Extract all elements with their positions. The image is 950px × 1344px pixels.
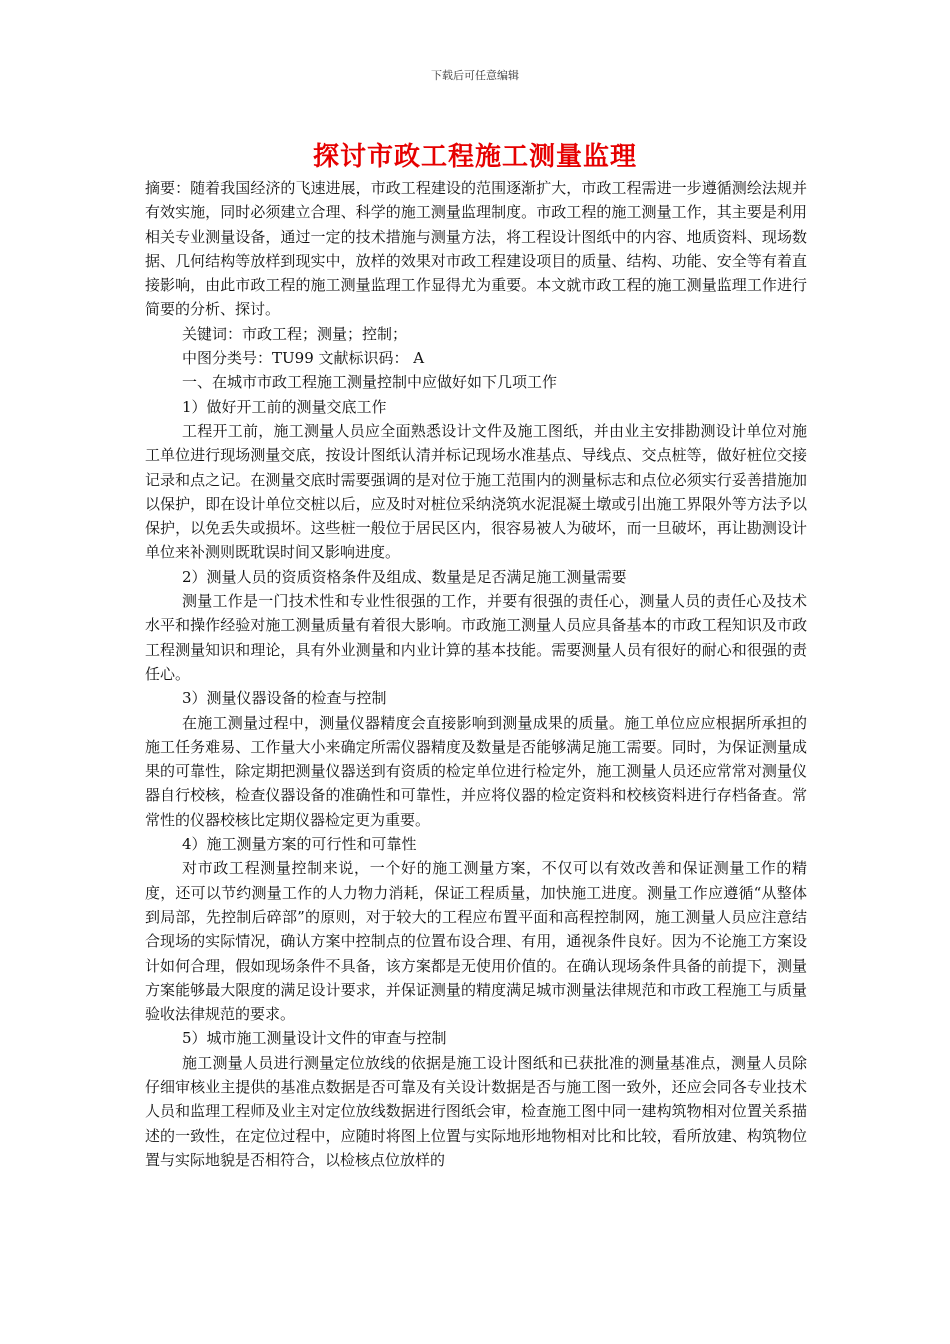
item-heading: 3）测量仪器设备的检查与控制: [182, 689, 387, 708]
header-note: 下载后可任意编辑: [431, 69, 519, 82]
item-paragraph: 对市政工程测量控制来说，一个好的施工测量方案，不仅可以有效改善和保证测量工作的精度，还可以节约测量工作的人力物力消耗，保证工程质量，加快施工进度。测量工作应遵循“从整体到局部，先控制后碎部”的原则，对于较大的工程应布置平面和高程控制网，施工测量人员应注意结合现场的实际情况，确认方案中控制点的位置布设合理、有用，通视条件良好。因为不论施工方案设计如何合理，假如现场条件不具备，该方案都是无使用价值的。在确认现场条件具备的前提下，测量方案能够最大限度的满足设计要求，并保证测量的精度满足城市测量法律规范和市政工程施工与质量验收法律规范的要求。: [145, 859, 807, 1024]
keywords-line: 关键词：市政工程；测量；控制；: [182, 324, 408, 343]
item-heading: 5）城市施工测量设计文件的审查与控制: [182, 1029, 447, 1048]
item-heading: 1）做好开工前的测量交底工作: [182, 397, 387, 416]
item-paragraph: 测量工作是一门技术性和专业性很强的工作，并要有很强的责任心，测量人员的责任心及技术水平和操作经验对施工测量质量有着很大影响。市政施工测量人员应具备基本的市政工程知识及市政工程测量知识和理论，具有外业测量和内业计算的基本技能。需要测量人员有很好的耐心和很强的责任心。: [145, 592, 807, 683]
item-heading: 4）施工测量方案的可行性和可靠性: [182, 835, 417, 854]
item-paragraph: 施工测量人员进行测量定位放线的依据是施工设计图纸和已获批准的测量基准点，测量人员除仔细审核业主提供的基准点数据是否可靠及有关设计数据是否与施工图一致外，还应会同各专业技术人员和监理工程师及业主对定位放线数据进行图纸会审，检查施工图中同一建构筑物相对位置关系描述的一致性，在定位过程中，应随时将图上位置与实际地形地物相对比和比较，看所放建、构筑物位置与实际地貌是否相符合，以检核点位放样的: [145, 1053, 807, 1169]
document-title: 探讨市政工程施工测量监理: [312, 142, 637, 172]
item-paragraph: 工程开工前，施工测量人员应全面熟悉设计文件及施工图纸，并由业主安排勘测设计单位对施工单位进行现场测量交底，按设计图纸认清并标记现场水准基点、导线点、交点桩等，做好桩位交接记录和点之记。在测量交底时需要强调的是对位于施工范围内的测量标志和点位必须实行妥善措施加以保护，即在设计单位交桩以后，应及时对桩位采纳浇筑水泥混凝土墩或引出施工界限外等方法予以保护，以免丢失或损坏。这些桩一般位于居民区内，很容易被人为破坏，而一旦破坏，再让勘测设计单位来补测则既耽误时间又影响进度。: [145, 421, 807, 562]
classification-line: 中图分类号：TU99 文献标识码： A: [182, 349, 425, 368]
abstract-paragraph: 摘要：随着我国经济的飞速进展，市政工程建设的范围逐渐扩大，市政工程需进一步遵循测绘法规并有效实施，同时必须建立合理、科学的施工测量监理制度。市政工程的施工测量工作，其主要是利用相关专业测量设备，通过一定的技术措施与测量方法，将工程设计图纸中的内容、地质资料、现场数据、几何结构等放样到现实中，放样的效果对市政工程建设项目的质量、结构、功能、安全等有着直接影响，由此市政工程的施工测量监理工作显得尤为重要。本文就市政工程的施工测量监理工作进行简要的分析、探讨。: [145, 179, 807, 319]
item-heading: 2）测量人员的资质资格条件及组成、数量是足否满足施工测量需要: [182, 567, 627, 586]
document-body: [145, 176, 807, 1172]
section-heading: 一、在城市市政工程施工测量控制中应做好如下几项工作: [182, 373, 558, 392]
item-paragraph: 在施工测量过程中，测量仪器精度会直接影响到测量成果的质量。施工单位应应根据所承担的施工任务难易、工作量大小来确定所需仪器精度及数量是否能够满足施工需要。同时，为保证测量成果的可靠性，除定期把测量仪器送到有资质的检定单位进行检定外，施工测量人员还应常常对测量仪器自行校核，检查仪器设备的准确性和可靠性，并应将仪器的检定资料和校核资料进行存档备查。常常性的仪器校核比定期仪器检定更为重要。: [145, 713, 807, 829]
